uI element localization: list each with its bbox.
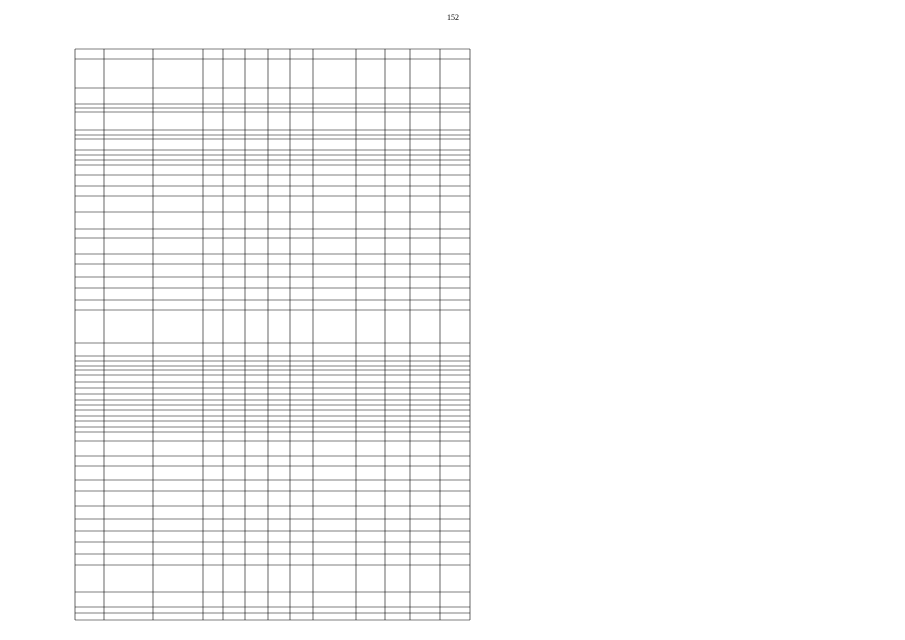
table-rules <box>75 49 470 620</box>
page-number: 152 <box>447 13 459 22</box>
